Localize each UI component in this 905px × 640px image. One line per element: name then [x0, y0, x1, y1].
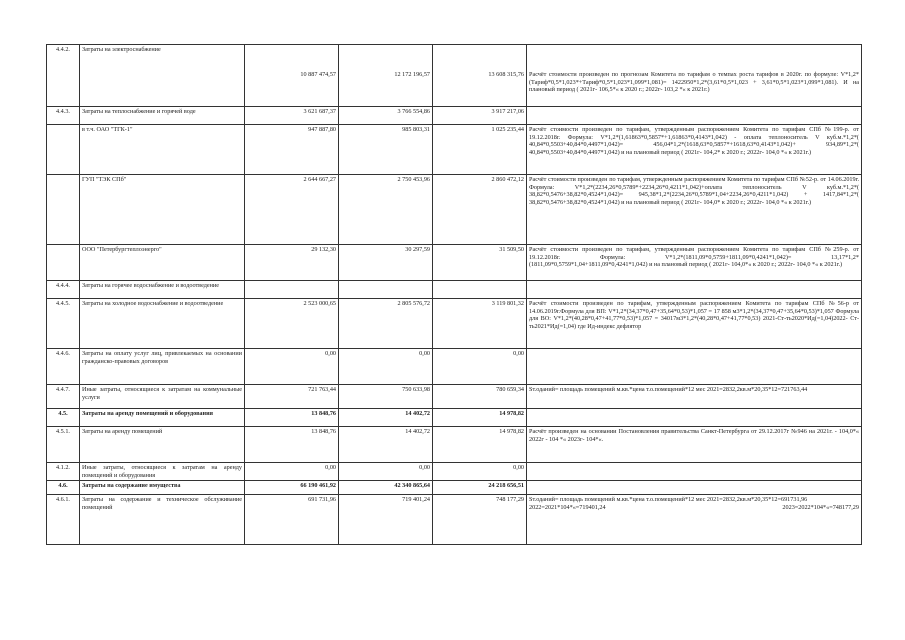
row-note-text: Расчёт произведен на основании Постановления правительства Санкт-Петербурга от 29.12.2017г №946 на 2021г. - 104,0*« 2022г - 104 *« 2023г- 104*«. — [529, 428, 859, 443]
row-value-2022 — [339, 125, 433, 175]
row-value-2022 — [339, 349, 433, 385]
table-row — [47, 299, 862, 349]
row-value-2021 — [245, 427, 339, 463]
row-name — [80, 349, 245, 385]
row-code — [47, 299, 80, 349]
row-value-2022-text: 985 803,31 — [402, 126, 430, 133]
row-name-text: Затраты на содержание имущества — [82, 482, 181, 490]
row-value-2022-text: 2 750 453,96 — [397, 176, 430, 183]
row-note — [527, 481, 862, 495]
table-row — [47, 45, 862, 107]
row-value-2022 — [339, 299, 433, 349]
row-value-2023-text: 0,00 — [513, 464, 524, 471]
row-name — [80, 299, 245, 349]
table-body — [47, 45, 862, 545]
row-code — [47, 281, 80, 299]
row-value-2022-text: 2 805 576,72 — [397, 300, 430, 307]
row-value-2021-text: 13 848,76 — [311, 428, 336, 435]
row-value-2022 — [339, 245, 433, 281]
row-name — [80, 245, 245, 281]
row-note-text: Sт.оданий= площадь помещений м.кв.*цена т.о.помещений*12 мес 2021=2832,2кв.м*20,35*12=721763,44 — [529, 386, 808, 393]
row-value-2023 — [433, 281, 527, 299]
row-code-text: 4.5. — [58, 410, 68, 417]
row-note — [527, 463, 862, 481]
row-note — [527, 175, 862, 245]
row-code — [47, 107, 80, 125]
row-value-2021-text: 13 848,76 — [311, 410, 336, 417]
row-name-text: Иные затраты, относящиеся к затратам на аренду помещений и оборудования — [82, 464, 242, 479]
row-value-2023 — [433, 245, 527, 281]
table-row — [47, 481, 862, 495]
row-name-text: Затраты на электроснабжение — [82, 46, 161, 53]
row-value-2022 — [339, 495, 433, 545]
row-value-2021-text: 0,00 — [325, 350, 336, 357]
row-code — [47, 125, 80, 175]
row-name-text: Затраты на содержание и техническое обслуживание помещений — [82, 496, 242, 511]
row-value-2023-text: 24 218 656,51 — [488, 482, 524, 490]
row-value-2021-text: 10 887 474,57 — [300, 71, 336, 78]
table-row — [47, 349, 862, 385]
row-value-2021 — [245, 463, 339, 481]
row-note-2022: 2022=2021*104*«=719401,24 — [529, 503, 606, 511]
row-note-text: Расчёт стоимости произведен по тарифам, утвержденным распоряжением Комитета по тарифам СПб №259-р. от 19.12.2018г. Формула: V*1,2*(1811,09*0,5759+1811,09*0,4241*1,042)= 13,17*1,2*(1811,09*0,5759*1,04+1811,09*0,4241*1,042) и на плановый период ( 2021г- 104,0*« к 2020 г.; 2022г- 104,0 *« к 2021г.) — [529, 246, 859, 269]
row-name — [80, 175, 245, 245]
row-code — [47, 385, 80, 409]
row-value-2022 — [339, 409, 433, 427]
row-name-text: ГУП "ТЭК СПб" — [82, 176, 127, 183]
table-row — [47, 427, 862, 463]
row-value-2022-text: 12 172 196,57 — [394, 71, 430, 78]
row-name — [80, 107, 245, 125]
row-value-2021 — [245, 281, 339, 299]
row-value-2023-text: 0,00 — [513, 350, 524, 357]
row-name-text: Затраты на холодное водоснабжение и водоотведение — [82, 300, 224, 307]
row-value-2022 — [339, 107, 433, 125]
row-value-2023-text: 780 659,34 — [496, 386, 524, 393]
row-code — [47, 175, 80, 245]
row-note-text: Расчёт стоимости произведен по тарифам, утвержденным распоряжением Комитета по тарифам СПб №56-р от 14.06.2019г.Формула для ВП: V*1,2*(34,37*0,47+35,64*0,53)*1,057 = 17 858 м3*1,2*(34,37*0,47+35,64*0,53)*1,057 Формула для ВО: V*1,2*(40,28*0,47+41,77*0,53)*1,057 = 34017м3*1,2*(40,28*0,47+41,77*0,53) 2021-Ст-ть2020*Ид(=1,04)2022- Ст-ть2021*Ид(=1,04) где Ид-индекс дефлятор — [529, 300, 859, 330]
row-code-text: 4.4.6. — [56, 350, 70, 357]
table-row — [47, 107, 862, 125]
row-value-2021 — [245, 409, 339, 427]
row-value-2022 — [339, 481, 433, 495]
row-name — [80, 281, 245, 299]
row-value-2022 — [339, 45, 433, 107]
row-code-text: 4.1.2. — [56, 464, 70, 471]
row-value-2023 — [433, 409, 527, 427]
row-value-2023-text: 14 978,82 — [499, 428, 524, 435]
row-value-2023-text: 13 608 315,76 — [488, 71, 524, 78]
row-value-2021-text: 947 887,80 — [308, 126, 336, 133]
row-code — [47, 349, 80, 385]
row-note — [527, 349, 862, 385]
row-value-2022 — [339, 281, 433, 299]
row-value-2022 — [339, 385, 433, 409]
row-code-text: 4.6. — [58, 482, 68, 490]
row-name — [80, 385, 245, 409]
row-note-text: Расчёт стоимости произведен по тарифам, утвержденным распоряжением Комитета по тарифам СПб №199-р. от 19.12.2018г. Формула: V*1,2*(1,61863*0,5857*+1,61863*0,4143*1,042) - оплата теплоноситель V куб.м.*1,2*( 40,84*0,5503+40,84*0,4497*1,042)= 456,04*1,2*(1618,63*0,5857*+1618,63*0,4143*1,042)+ 934,89*1,2*( 40,84*0,5503+40,84*0,4497*1,042) и на плановый период ( 2021г- 104,2* к 2020 г.; 2022г- 104,0 *« к 2021г.) — [529, 126, 859, 156]
row-name-text: Затраты на горячее водоснабжение и водоотведение — [82, 282, 219, 289]
row-name-text: Иные затраты, относящиеся к затратам на коммунальные услуги — [82, 386, 242, 401]
row-name-text: в т.ч. ОАО "ТГК-1" — [82, 126, 133, 133]
row-name-text: Затраты на аренду помещений и оборудования — [82, 410, 213, 417]
row-value-2023 — [433, 299, 527, 349]
row-value-2023-text: 31 509,50 — [499, 246, 524, 253]
row-value-2021-text: 691 731,96 — [308, 496, 336, 504]
row-name — [80, 427, 245, 463]
row-code-text: 4.4.2. — [56, 46, 70, 53]
row-value-2022 — [339, 175, 433, 245]
row-value-2023-text: 748 177,29 — [496, 496, 524, 504]
row-code-text: 4.6.1. — [56, 496, 70, 504]
row-code — [47, 463, 80, 481]
row-name-text: Затраты на теплоснабжение и горячей воде — [82, 108, 196, 115]
row-name — [80, 481, 245, 495]
row-value-2023-text: 2 860 472,12 — [491, 176, 524, 183]
row-value-2022-text: 0,00 — [419, 464, 430, 471]
row-name — [80, 125, 245, 175]
row-value-2021 — [245, 299, 339, 349]
row-value-2021-text: 0,00 — [325, 464, 336, 471]
row-value-2023 — [433, 427, 527, 463]
row-value-2021-text: 3 621 687,37 — [303, 108, 336, 115]
row-note-text: Sт.оданий= площадь помещений м.кв.*цена т.о.помещений*12 мес 2021=2832,2кв.м*20,35*12=691731,96 — [529, 496, 808, 504]
row-code-text: 4.5.1. — [56, 428, 70, 435]
row-value-2022 — [339, 427, 433, 463]
row-note — [527, 495, 862, 545]
row-name — [80, 463, 245, 481]
row-value-2023 — [433, 45, 527, 107]
row-note-text: Расчёт стоимости произведен по тарифам, утвержденным распоряжением Комитета по тарифам СПб №52-р. от 14.06.2019г. Формула: V*1,2*(2234,26*0,5789*+2234,26*0,4211*1,042)+оплата теплоноситель V куб.м.*1,2*( 38,82*0,5476+38,82*0,4524*1,042)= 945,38*1,2*(2234,26*0,5789*1,04+2234,26*0,4211*1,042) + 1417,84*1,2*( 38,82*0,5476+38,82*0,4524*1,042) и на плановый период ( 2021г- 104,0* к 2020 г.; 2022г- 104,0 *« к 2021г.) — [529, 176, 859, 206]
row-name — [80, 409, 245, 427]
row-value-2022-text: 0,00 — [419, 350, 430, 357]
row-value-2023 — [433, 385, 527, 409]
row-value-2022-text: 14 402,72 — [405, 410, 430, 417]
row-note — [527, 427, 862, 463]
row-name-text: ООО "Петербургтеплоэнерго" — [82, 246, 162, 253]
row-name-text: Затраты на оплату услуг лиц, привлекаемых на основании гражданско-правовых договоров — [82, 350, 242, 365]
row-value-2023 — [433, 349, 527, 385]
table-row — [47, 409, 862, 427]
row-value-2023 — [433, 481, 527, 495]
row-value-2021 — [245, 107, 339, 125]
row-code-text: 4.4.4. — [56, 282, 70, 289]
row-value-2023-text: 3 917 217,06 — [491, 108, 524, 115]
row-code-text: 4.4.5. — [56, 300, 70, 307]
row-value-2023 — [433, 107, 527, 125]
row-note — [527, 385, 862, 409]
row-note — [527, 299, 862, 349]
row-value-2021-text: 29 132,30 — [311, 246, 336, 253]
row-code — [47, 45, 80, 107]
table-row — [47, 281, 862, 299]
row-value-2021 — [245, 349, 339, 385]
row-value-2023-text: 1 025 235,44 — [491, 126, 524, 133]
table-row — [47, 463, 862, 481]
row-code — [47, 427, 80, 463]
row-note-2023: 2023=2022*104*«=748177,29 — [782, 503, 859, 511]
row-value-2023 — [433, 175, 527, 245]
table-row — [47, 175, 862, 245]
row-name-text: Затраты на аренду помещений — [82, 428, 163, 435]
row-value-2021 — [245, 175, 339, 245]
row-value-2022-text: 30 297,59 — [405, 246, 430, 253]
row-note — [527, 107, 862, 125]
table-row — [47, 495, 862, 545]
row-code-text: 4.4.7. — [56, 386, 70, 393]
row-note — [527, 45, 862, 107]
row-value-2022-text: 750 633,98 — [402, 386, 430, 393]
row-code — [47, 409, 80, 427]
budget-table — [46, 44, 862, 545]
table-row — [47, 385, 862, 409]
row-value-2021 — [245, 495, 339, 545]
row-note — [527, 281, 862, 299]
row-code — [47, 481, 80, 495]
row-value-2022-text: 14 402,72 — [405, 428, 430, 435]
row-note-text: Расчёт стоимости произведен по прогнозам Комитета по тарифам о темпах роста тарифов в 2020г. по формуле: V*1,2*(Тариф*0,5*1,023*+Тариф*0,5*1,023*1,099*1,081)= 1422950*1,2*(3,61*0,5*1,023 + 3,61*0,5*1,023*1,099*1,081). И на плановый период ( 2021г- 106,5*« к 2020 г.; 2022г- 103,2 *« к 2021г.) — [529, 71, 859, 94]
row-value-2022-text: 3 766 554,86 — [397, 108, 430, 115]
row-value-2022-text: 42 340 865,64 — [394, 482, 430, 490]
row-value-2022 — [339, 463, 433, 481]
row-note — [527, 125, 862, 175]
row-note — [527, 245, 862, 281]
row-value-2023 — [433, 463, 527, 481]
table-row — [47, 245, 862, 281]
row-code — [47, 495, 80, 545]
row-value-2021 — [245, 125, 339, 175]
row-value-2023-text: 3 119 801,32 — [491, 300, 524, 307]
row-name — [80, 45, 245, 107]
row-value-2023-text: 14 978,82 — [499, 410, 524, 417]
row-code — [47, 245, 80, 281]
row-value-2021 — [245, 45, 339, 107]
row-name — [80, 495, 245, 545]
row-value-2023 — [433, 125, 527, 175]
row-value-2021-text: 721 763,44 — [308, 386, 336, 393]
row-note — [527, 409, 862, 427]
table-row — [47, 125, 862, 175]
row-value-2021-text: 2 523 000,65 — [303, 300, 336, 307]
row-value-2021-text: 2 644 667,27 — [303, 176, 336, 183]
row-code-text: 4.4.3. — [56, 108, 70, 115]
row-value-2023 — [433, 495, 527, 545]
row-value-2021 — [245, 385, 339, 409]
row-value-2021-text: 66 190 461,92 — [300, 482, 336, 490]
row-note-extra — [529, 504, 859, 512]
row-value-2021 — [245, 245, 339, 281]
row-value-2021 — [245, 481, 339, 495]
row-value-2022-text: 719 401,24 — [402, 496, 430, 504]
